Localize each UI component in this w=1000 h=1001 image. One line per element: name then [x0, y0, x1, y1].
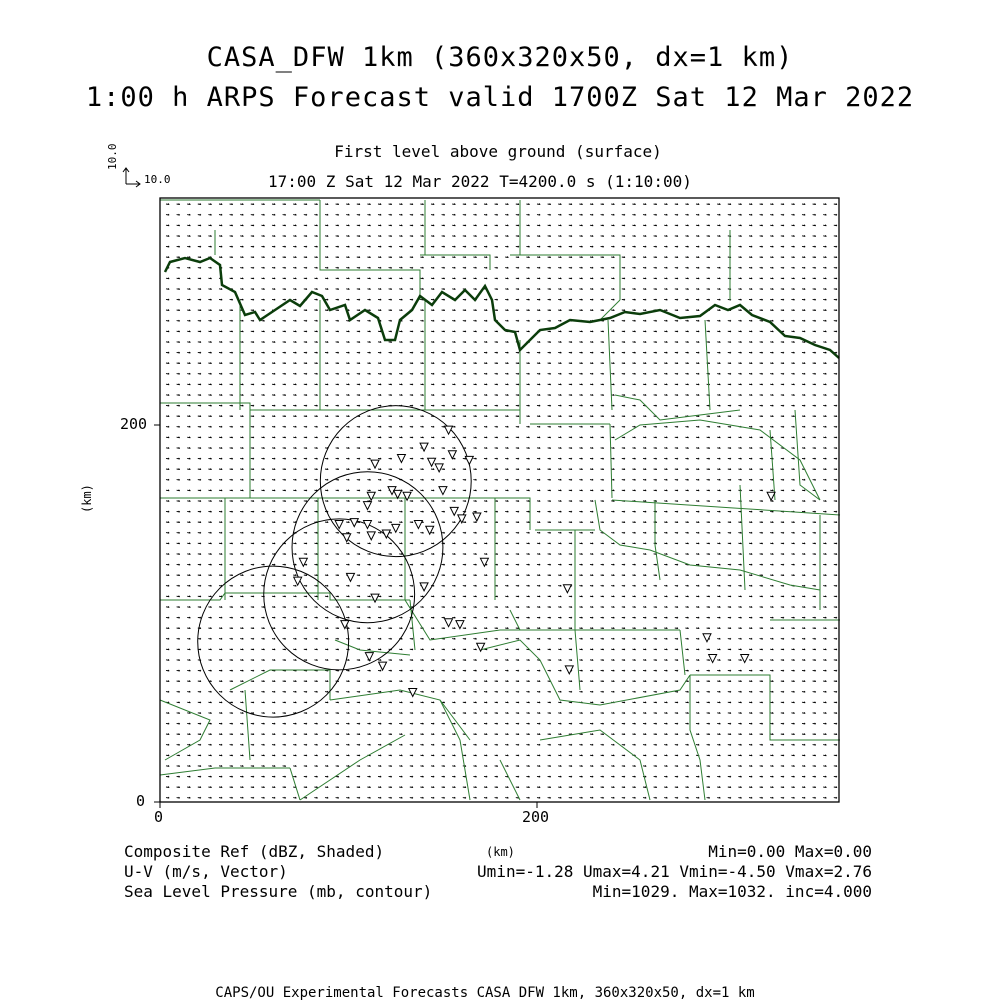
y-axis-label: (km): [80, 484, 94, 513]
vector-key-arrows: [123, 168, 140, 187]
y-tick-label: 0: [136, 792, 146, 810]
x-tick-label: 200: [522, 808, 550, 826]
level-label: First level above ground (surface): [334, 142, 662, 161]
legend-stats-wind: Umin=-1.28 Umax=4.21 Vmin=-4.50 Vmax=2.76: [477, 862, 872, 881]
legend-field-pressure: Sea Level Pressure (mb, contour): [124, 882, 433, 901]
legend-field-reflectivity: Composite Ref (dBZ, Shaded): [124, 842, 385, 861]
x-tick-label: 0: [154, 808, 164, 826]
legend-stats-pressure: Min=1029. Max=1032. inc=4.000: [592, 882, 872, 901]
footer-credit: CAPS/OU Experimental Forecasts CASA DFW 1km, 360x320x50, dx=1 km: [215, 985, 755, 1001]
vector-key-horizontal-label: 10.0: [144, 173, 171, 186]
map-title: CASA_DFW 1km (360x320x50, dx=1 km): [206, 42, 794, 73]
map-title-forecast: 1:00 h ARPS Forecast valid 1700Z Sat 12 Mar 2022: [85, 82, 915, 113]
legend-stats-reflectivity: Min=0.00 Max=0.00: [708, 842, 872, 861]
y-tick-label: 200: [120, 415, 148, 433]
valid-time-label: 17:00 Z Sat 12 Mar 2022 T=4200.0 s (1:10:00): [268, 172, 692, 191]
x-axis-label: (km): [486, 845, 515, 859]
vector-key-vertical-label: 10.0: [106, 143, 119, 170]
legend-field-wind: U-V (m/s, Vector): [124, 862, 288, 881]
